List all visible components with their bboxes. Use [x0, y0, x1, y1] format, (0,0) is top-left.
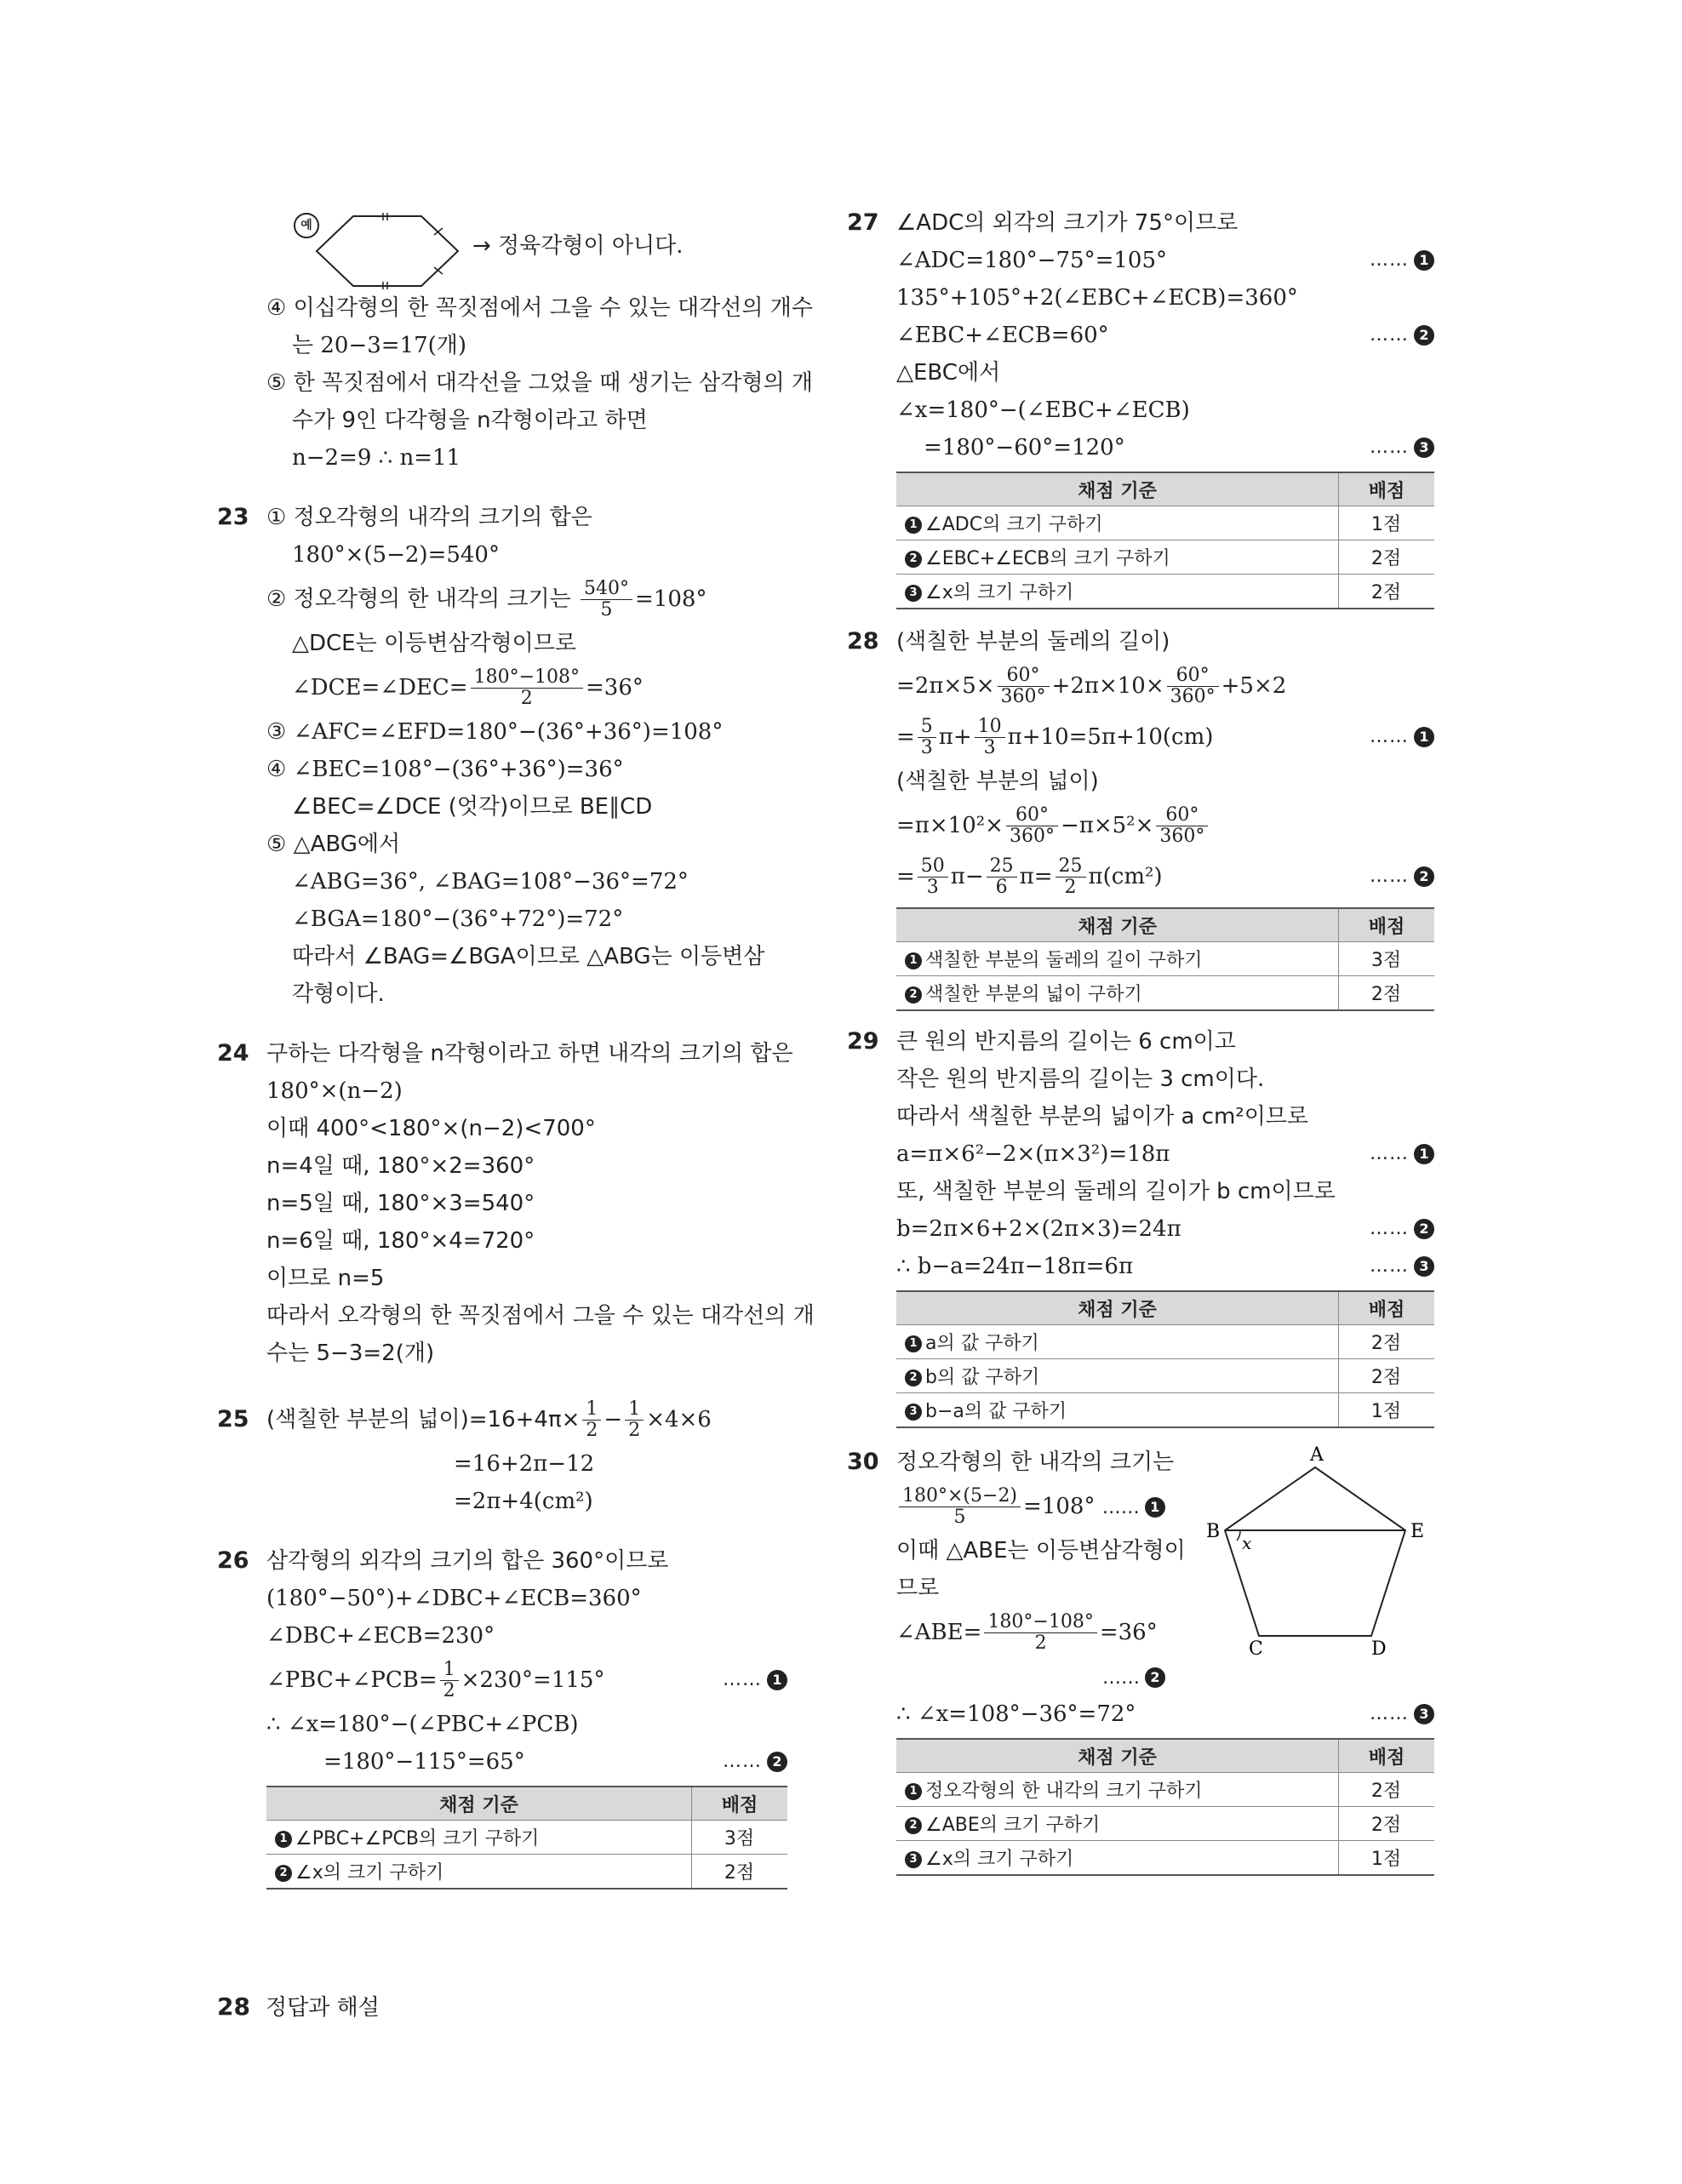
table-header: 배점	[1339, 1739, 1435, 1773]
page-footer	[217, 1990, 380, 2021]
q29-line-4: a=π×6²−2×(π×3²)=18π …… 1	[847, 1135, 1434, 1173]
table-row: 1 a의 값 구하기 2점	[896, 1325, 1434, 1359]
angle-label-x: x	[1242, 1533, 1252, 1553]
score-marker-2: …… 2	[723, 1743, 787, 1781]
score-marker-1: …… 1	[723, 1655, 787, 1706]
fraction: $\frac{1}{2}$	[440, 1660, 459, 1701]
fraction: $\frac{1}{2}$	[582, 1399, 601, 1441]
q23-line-12: 따라서 ∠BAG=∠BGA이므로 △ABG는 이등변삼	[292, 944, 765, 969]
table-header: 배점	[1339, 1291, 1435, 1325]
fraction: $\frac{25}{6}$	[987, 856, 1017, 898]
q28-line-6: = $\frac{50}{3}$ π− $\frac{25}{6}$ π= $\frac{25}{2}$ π(cm²) …… 2	[847, 851, 1434, 902]
fraction: $\frac{50}{3}$	[918, 856, 948, 898]
fraction: $\frac{60^\circ}{360^\circ}$	[1156, 805, 1208, 847]
q24-line: 수는 5−3=2(개)	[266, 1341, 435, 1366]
q29-line-7: ∴ b−a=24π−18π=6π …… 3	[847, 1248, 1434, 1285]
q24-line: n=4일 때, 180°×2=360°	[266, 1153, 535, 1179]
vertex-label-b: B	[1206, 1521, 1221, 1542]
q25-line-1: 25 (색칠한 부분의 넓이)=16+4π× $\frac{1}{2}$ − $\frac{1}{2}$ ×4×6	[217, 1394, 787, 1445]
q23-line-1: 23 ① 정오각형의 내각의 크기의 합은	[217, 499, 787, 536]
q29-line-2: 작은 원의 반지름의 길이는 3 cm이다.	[896, 1066, 1265, 1092]
q22-line: ④ 이십각형의 한 꼭짓점에서 그을 수 있는 대각선의 개수	[266, 295, 813, 321]
table-header: 채점 기준	[896, 908, 1339, 942]
table-header: 배점	[1339, 908, 1435, 942]
q26-line-5: ∴ ∠x=180°−(∠PBC+∠PCB)	[266, 1712, 579, 1737]
example-badge: 예	[294, 213, 319, 238]
table-row: 3 ∠x의 크기 구하기 2점	[896, 575, 1434, 609]
q29-line-5: 또, 색칠한 부분의 둘레의 길이가 b cm이므로	[896, 1179, 1336, 1204]
q27-line-5: △EBC에서	[896, 360, 1001, 386]
q28-line-2: =2π×5× $\frac{60^\circ}{360^\circ}$ +2π×10× $\frac{60^\circ}{360^\circ}$ +5×2	[896, 665, 1287, 707]
q28-line-5: =π×10²× $\frac{60^\circ}{360^\circ}$ −π×5²× $\frac{60^\circ}{360^\circ}$	[847, 800, 1434, 851]
q27-line-2: ∠ADC=180°−75°=105° …… 1	[847, 242, 1434, 279]
fraction: $\frac{25}{2}$	[1056, 856, 1086, 898]
score-marker-2: …… 2	[1370, 1210, 1434, 1248]
table-header: 배점	[1339, 472, 1435, 506]
table-row: 2 b의 값 구하기 2점	[896, 1359, 1434, 1393]
score-marker-3: …… 3	[1370, 1248, 1434, 1285]
fraction: $\frac{1}{2}$	[625, 1399, 644, 1441]
q22-line	[217, 327, 787, 364]
q22-line: ⑤ 한 꼭짓점에서 대각선을 그었을 때 생기는 삼각형의 개	[266, 370, 813, 396]
q27-score-table-wrap	[847, 472, 1434, 609]
q23-line-6: ③ ∠AFC=∠EFD=180°−(36°+36°)=108°	[266, 719, 724, 745]
q30-line-6: ∴ ∠x=108°−36°=72° …… 3	[847, 1695, 1434, 1733]
table-row: 1 정오각형의 한 내각의 크기 구하기 2점	[896, 1773, 1434, 1807]
q25-number: 25	[217, 1406, 249, 1432]
score-marker-2: …… 2	[1370, 317, 1434, 354]
q30-line-5: ∠ABE= $\frac{180^\circ-108^\circ}{2}$ =36°	[896, 1611, 1158, 1654]
score-marker-1: …… 1	[1370, 1135, 1434, 1173]
q30-number: 30	[847, 1449, 879, 1475]
fraction: $\frac{10}{3}$	[975, 717, 1005, 758]
q29-score-table	[896, 1290, 1434, 1428]
table-row: 3 ∠x의 크기 구하기 1점	[896, 1841, 1434, 1876]
q24-line: n=6일 때, 180°×4=720°	[266, 1228, 535, 1254]
q28-line-4: (색칠한 부분의 넓이)	[896, 769, 1099, 794]
q23-line-9: ⑤ △ABG에서	[266, 832, 401, 857]
fraction: $\frac{60^\circ}{360^\circ}$	[1167, 666, 1219, 707]
table-row: 1 ∠ADC의 크기 구하기 1점	[896, 506, 1434, 540]
q24-line: 이때 400°<180°×(n−2)<700°	[266, 1116, 596, 1141]
q30-line-4: 므로	[896, 1575, 940, 1601]
q28-line-1: 28 (색칠한 부분의 둘레의 길이)	[847, 623, 1434, 660]
q30-marker-2-line: …… 2	[847, 1658, 1434, 1695]
table-row: 2 ∠x의 크기 구하기 2점	[266, 1855, 787, 1890]
q24-line: 따라서 오각형의 한 꼭짓점에서 그을 수 있는 대각선의 개	[266, 1303, 815, 1329]
q30-block	[847, 1444, 1434, 1733]
fraction: $\frac{180^\circ-108^\circ}{2}$	[471, 667, 583, 709]
q28-number: 28	[847, 628, 879, 655]
left-column	[217, 204, 815, 1893]
q29-score-table-wrap	[847, 1290, 1434, 1428]
q27-line-7: =180°−60°=120° …… 3	[847, 429, 1434, 466]
table-row: 1 색칠한 부분의 둘레의 길이 구하기 3점	[896, 942, 1434, 976]
q28-line-3: = $\frac{5}{3}$ π+ $\frac{10}{3}$ π+10=5π+10(cm) …… 1	[847, 712, 1434, 763]
q27-score-table	[896, 472, 1434, 609]
q22-line: n−2=9 ∴ n=11	[292, 445, 461, 471]
q30-line-2: $\frac{180^\circ\times(5-2)}{5}$ =108° …… 1	[847, 1481, 1434, 1532]
q29-number: 29	[847, 1028, 879, 1055]
q26-score-table-wrap	[217, 1786, 787, 1890]
q27-line-6: ∠x=180°−(∠EBC+∠ECB)	[896, 397, 1190, 423]
fraction: $\frac{5}{3}$	[918, 717, 936, 758]
table-row: 3 b−a의 값 구하기 1점	[896, 1393, 1434, 1428]
q23-line-4: △DCE는 이등변삼각형이므로	[292, 631, 577, 656]
table-header: 채점 기준	[896, 1739, 1339, 1773]
table-header: 채점 기준	[896, 1291, 1339, 1325]
q26-score-table	[266, 1786, 787, 1890]
q26-line-1: 26 삼각형의 외각의 크기의 합은 360°이므로	[217, 1542, 787, 1580]
q23-line-10: ∠ABG=36°, ∠BAG=108°−36°=72°	[292, 869, 689, 895]
right-column	[847, 204, 1434, 1879]
fraction: $\frac{60^\circ}{360^\circ}$	[998, 666, 1050, 707]
fraction: $\frac{180^\circ-108^\circ}{2}$	[984, 1612, 1096, 1654]
q23-line-13: 각형이다.	[292, 981, 385, 1007]
table-row: 2 ∠ABE의 크기 구하기 2점	[896, 1807, 1434, 1841]
q27-number: 27	[847, 209, 879, 236]
q23-line-2: 180°×(5−2)=540°	[292, 542, 500, 568]
q28-score-table	[896, 907, 1434, 1011]
q24-line: 180°×(n−2)	[266, 1078, 403, 1104]
q26-number: 26	[217, 1547, 249, 1574]
q25-line-3: =2π+4(cm²)	[454, 1489, 593, 1514]
footer-label: 정답과 해설	[265, 1995, 380, 2021]
example-figure	[217, 204, 787, 289]
q25-line-2: =16+2π−12	[454, 1451, 595, 1477]
q30-line-1: 30 정오각형의 한 내각의 크기는	[847, 1444, 1434, 1481]
score-marker-3: …… 3	[1370, 1695, 1434, 1733]
score-marker-3: …… 3	[1370, 429, 1434, 466]
q24-number: 24	[217, 1040, 249, 1066]
fraction: $\frac{60^\circ}{360^\circ}$	[1006, 805, 1058, 847]
q26-line-3: ∠DBC+∠ECB=230°	[266, 1623, 495, 1649]
q27-line-3: 135°+105°+2(∠EBC+∠ECB)=360°	[896, 285, 1298, 311]
q24-line: n=5일 때, 180°×3=540°	[266, 1191, 535, 1216]
q27-line-1: 27 ∠ADC의 외각의 크기가 75°이므로	[847, 204, 1434, 242]
q23-line-8: ∠BEC=∠DCE (엇각)이므로 BE∥CD	[292, 794, 653, 820]
fraction: $\frac{180^\circ\times(5-2)}{5}$	[899, 1486, 1021, 1528]
q23-line-5: ∠DCE=∠DEC= $\frac{180^\circ-108^\circ}{2}$ =36°	[292, 666, 644, 709]
q27-line-4: ∠EBC+∠ECB=60° …… 2	[847, 317, 1434, 354]
q30-score-table	[896, 1738, 1434, 1876]
table-header: 채점 기준	[896, 472, 1339, 506]
score-marker-1: …… 1	[1370, 242, 1434, 279]
table-row: 1 ∠PBC+∠PCB의 크기 구하기 3점	[266, 1821, 787, 1855]
q28-score-table-wrap	[847, 907, 1434, 1011]
score-marker-1: …… 1	[1370, 712, 1434, 763]
q23-line-7: ④ ∠BEC=108°−(36°+36°)=36°	[266, 757, 624, 782]
q26-line-6: =180°−115°=65° …… 2	[217, 1743, 787, 1781]
vertex-label-c: C	[1249, 1638, 1263, 1656]
table-header: 채점 기준	[266, 1787, 692, 1821]
vertex-label-d: D	[1371, 1638, 1387, 1656]
table-header: 배점	[692, 1787, 788, 1821]
example-arrow-text: → 정육각형이 아니다.	[472, 233, 684, 259]
q23-line-11: ∠BGA=180°−(36°+72°)=72°	[292, 906, 624, 932]
q24-line-1: 24 구하는 다각형을 n각형이라고 하면 내각의 크기의 합은	[217, 1035, 787, 1072]
q26-line-2: (180°−50°)+∠DBC+∠ECB=360°	[266, 1586, 642, 1611]
q30-line-3: 이때 △ABE는 이등변삼각형이	[896, 1538, 1186, 1564]
q23-line-3: ② 정오각형의 한 내각의 크기는 $\frac{540^\circ}{5}$ =108°	[266, 578, 707, 620]
q22-line: 수가 9인 다각형을 n각형이라고 하면	[292, 408, 648, 433]
fraction: $\frac{540^\circ}{5}$	[581, 579, 632, 620]
q22-line-text: 는 20−3=17(개)	[292, 333, 467, 358]
score-marker-2: …… 2	[1370, 851, 1434, 902]
table-row: 2 색칠한 부분의 넓이 구하기 2점	[896, 976, 1434, 1011]
q26-line-4: ∠PBC+∠PCB= $\frac{1}{2}$ ×230°=115° …… 1	[217, 1655, 787, 1706]
q29-line-1: 29 큰 원의 반지름의 길이는 6 cm이고	[847, 1023, 1434, 1061]
vertex-label-a: A	[1310, 1444, 1324, 1466]
q23-number: 23	[217, 504, 249, 530]
irregular-hexagon-figure	[315, 213, 460, 289]
vertex-label-e: E	[1410, 1521, 1425, 1542]
q30-score-table-wrap	[847, 1738, 1434, 1876]
page-number: 28	[217, 1992, 250, 2021]
table-row: 2 ∠EBC+∠ECB의 크기 구하기 2점	[896, 540, 1434, 575]
q24-line: 이므로 n=5	[266, 1266, 385, 1291]
q29-line-3: 따라서 색칠한 부분의 넓이가 a cm²이므로	[896, 1104, 1309, 1129]
q29-line-6: b=2π×6+2×(2π×3)=24π …… 2	[847, 1210, 1434, 1248]
